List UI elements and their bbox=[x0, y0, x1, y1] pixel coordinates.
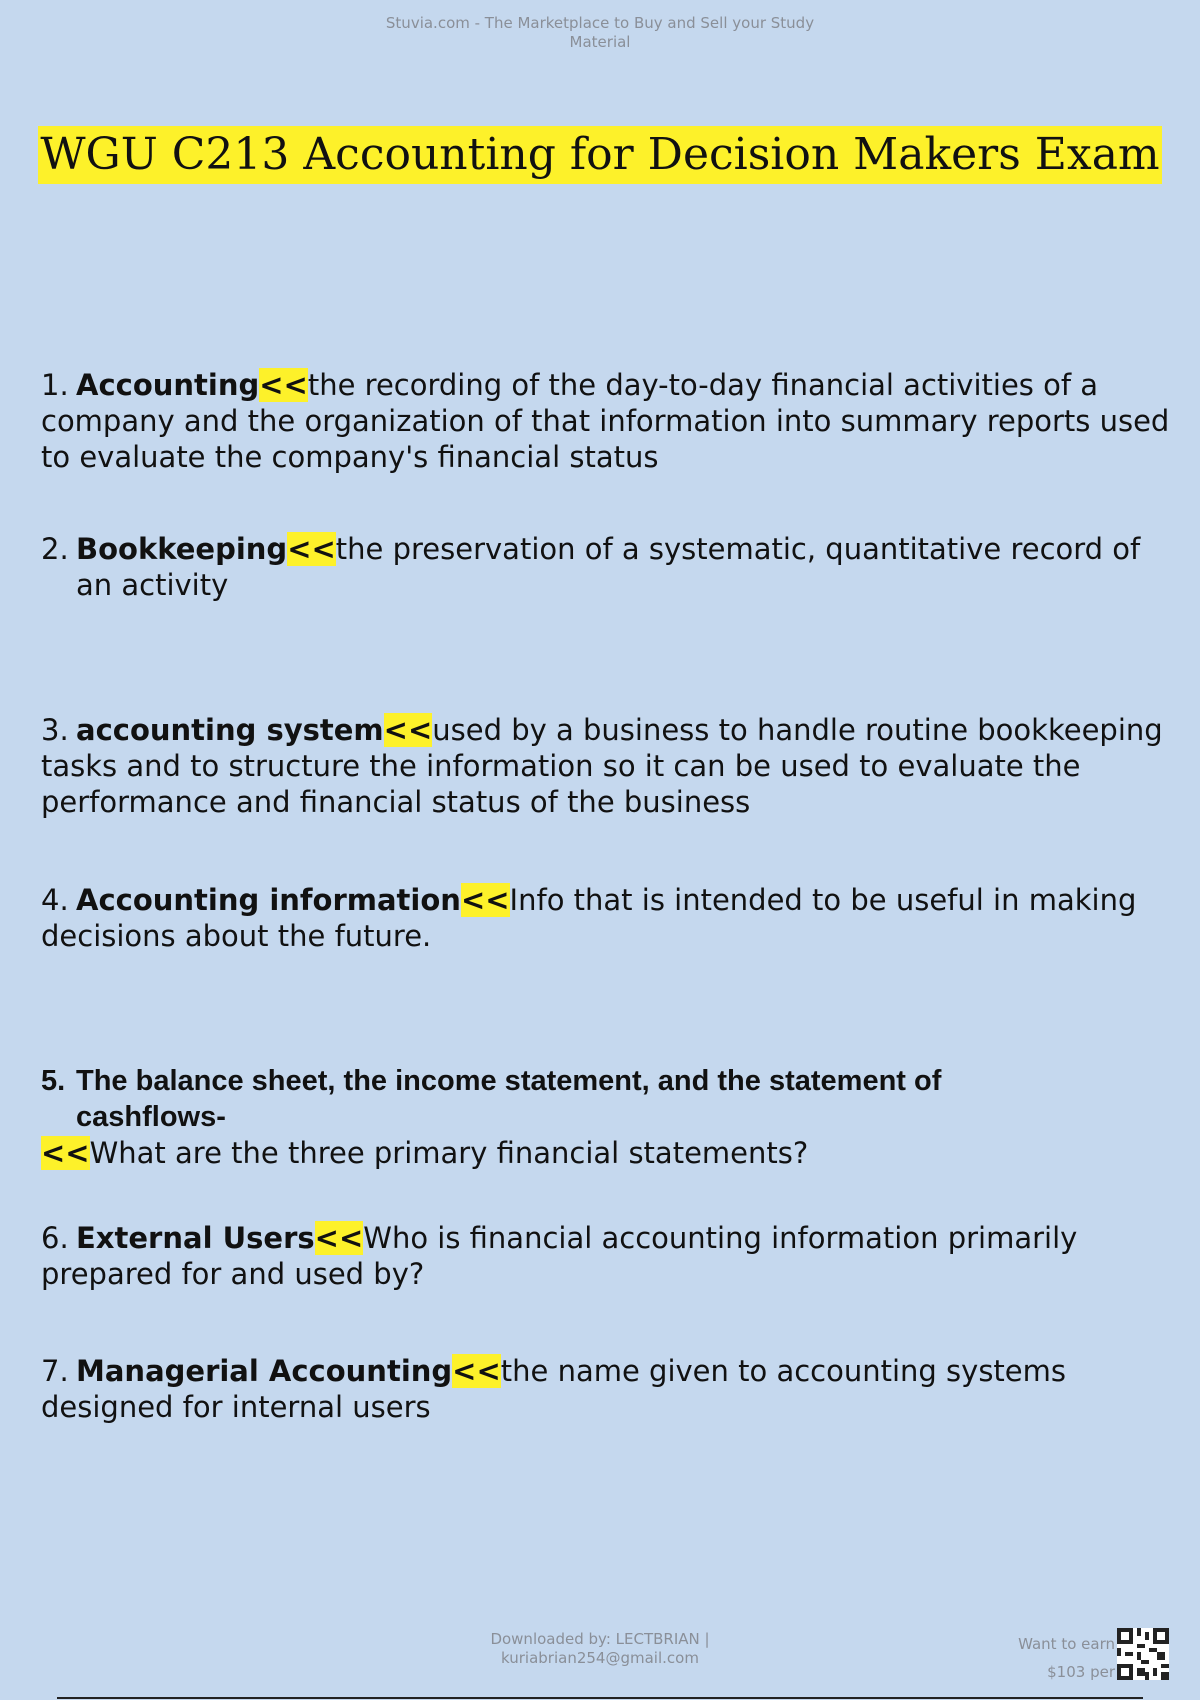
item-text: Info that is intended to be useful in making decisions about the future. bbox=[41, 883, 1137, 953]
item-number: 1. bbox=[41, 368, 69, 402]
item-number: 5. bbox=[41, 1065, 66, 1097]
item-separator: << bbox=[314, 1221, 364, 1255]
earn-promo[interactable] bbox=[960, 1630, 1115, 1686]
header-line-2: Material bbox=[569, 33, 631, 51]
item-separator: << bbox=[452, 1354, 501, 1388]
qa-item-5 bbox=[41, 1063, 1177, 1171]
qa-item-2 bbox=[41, 531, 1177, 603]
bottom-divider bbox=[57, 1697, 1143, 1699]
download-info bbox=[400, 1630, 800, 1668]
item-term: Bookkeeping bbox=[76, 532, 288, 566]
item-term: Managerial Accounting bbox=[76, 1354, 453, 1388]
item-term: accounting system bbox=[76, 713, 384, 747]
item-separator: << bbox=[383, 713, 433, 747]
item-number: 3. bbox=[41, 713, 69, 747]
item-term: External Users bbox=[76, 1221, 315, 1255]
item-number: 4. bbox=[41, 883, 69, 917]
item-separator: << bbox=[287, 532, 336, 566]
title-wrap bbox=[0, 126, 1200, 184]
qa-item-3 bbox=[41, 712, 1177, 820]
item-text: the name given to accounting systems designed for internal users bbox=[41, 1354, 1066, 1424]
item-separator: << bbox=[460, 883, 510, 917]
qr-code-icon[interactable] bbox=[1117, 1628, 1169, 1680]
item-number: 7. bbox=[41, 1354, 69, 1388]
item-text: the preservation of a systematic, quantitative record of an activity bbox=[76, 532, 1141, 602]
item-text: What are the three primary financial statements? bbox=[89, 1136, 809, 1170]
page-header bbox=[0, 14, 1200, 52]
item-separator: << bbox=[41, 1136, 90, 1170]
item-separator: << bbox=[259, 368, 308, 402]
qa-item-1 bbox=[41, 367, 1177, 475]
header-line-1: Stuvia.com - The Marketplace to Buy and Sell your Study bbox=[385, 14, 815, 32]
item-term: The balance sheet, the income statement, and the statement of cashflows- bbox=[76, 1065, 942, 1133]
qa-item-4 bbox=[41, 882, 1177, 954]
earn-promo-line-2: $103 per bbox=[1047, 1663, 1115, 1681]
qa-item-6 bbox=[41, 1220, 1177, 1292]
item-number: 6. bbox=[41, 1221, 69, 1255]
qa-item-7 bbox=[41, 1353, 1177, 1425]
item-text: the recording of the day-to-day financial activities of a company and the organization of that information into summary reports used to evaluate the company's financial status bbox=[41, 368, 1170, 474]
item-term: Accounting bbox=[76, 368, 260, 402]
item-text: Who is financial accounting information primarily prepared for and used by? bbox=[41, 1221, 1078, 1291]
item-text: used by a business to handle routine bookkeeping tasks and to structure the information so it can be used to evaluate the performance and financial status of the business bbox=[41, 713, 1163, 819]
download-info-line-2: kuriabrian254@gmail.com bbox=[501, 1649, 699, 1667]
item-term: Accounting information bbox=[76, 883, 461, 917]
earn-promo-line-1: Want to earn bbox=[1018, 1635, 1115, 1653]
item-number: 2. bbox=[41, 532, 69, 566]
download-info-line-1: Downloaded by: LECTBRIAN | bbox=[490, 1630, 710, 1648]
document-title: WGU C213 Accounting for Decision Makers Exam bbox=[38, 126, 1161, 184]
